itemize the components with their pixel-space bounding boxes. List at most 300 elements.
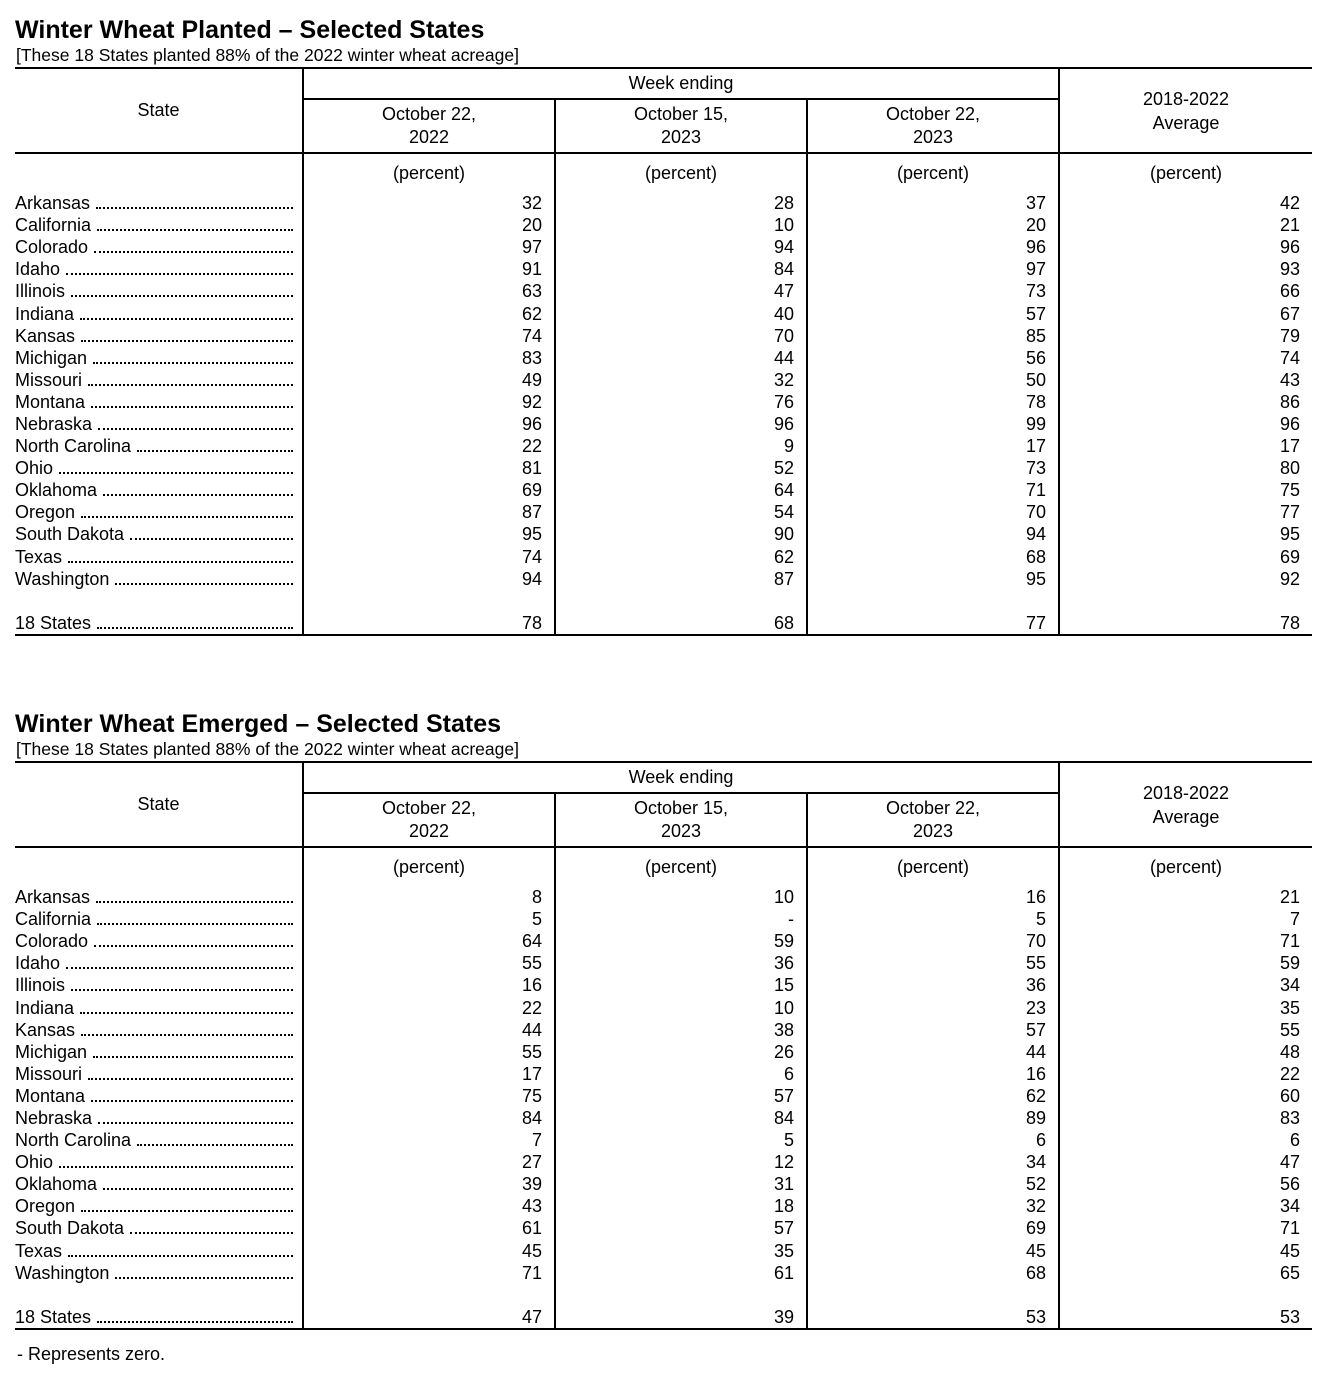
state-name: Arkansas: [15, 887, 91, 908]
value-cell: 95: [807, 568, 1059, 590]
value-cell: 36: [555, 952, 807, 974]
average-cell: 69: [1059, 546, 1312, 568]
dot-leader: [115, 1276, 293, 1279]
value-cell: 20: [303, 214, 555, 236]
value-cell: 45: [807, 1240, 1059, 1262]
table-row: [15, 325, 1312, 347]
dot-leader: [68, 1254, 293, 1257]
average-header-line1: 2018-2022: [1142, 782, 1230, 803]
state-cell: [15, 1063, 303, 1085]
table-row: [15, 258, 1312, 280]
value-cell: 15: [555, 974, 807, 996]
value-cell: 10: [555, 886, 807, 908]
value-cell: 62: [303, 302, 555, 324]
value-cell: 52: [807, 1173, 1059, 1195]
state-cell: [15, 1262, 303, 1284]
table-row: [15, 457, 1312, 479]
value-cell: 71: [303, 1262, 555, 1284]
dot-leader: [81, 1209, 293, 1212]
state-name: Illinois: [15, 975, 66, 996]
value-cell: 17: [303, 1063, 555, 1085]
value-cell: 20: [807, 214, 1059, 236]
dot-leader: [98, 1121, 293, 1124]
date-header-line1: October 15,: [633, 104, 729, 124]
value-cell: 96: [807, 236, 1059, 258]
dot-leader: [81, 515, 293, 518]
value-cell: 22: [303, 435, 555, 457]
date-column-header: [807, 99, 1059, 153]
state-name: South Dakota: [15, 524, 125, 545]
value-cell: 57: [555, 1085, 807, 1107]
state-cell: [15, 974, 303, 996]
value-cell: 32: [555, 369, 807, 391]
dot-leader: [81, 1033, 293, 1036]
unit-row: [15, 153, 1312, 192]
table-row: [15, 1195, 1312, 1217]
dot-leader: [88, 1077, 293, 1080]
value-cell: 59: [555, 930, 807, 952]
value-cell: 37: [807, 192, 1059, 214]
state-cell: [15, 546, 303, 568]
unit-label: (percent): [1059, 847, 1312, 886]
table-row: [15, 1085, 1312, 1107]
value-cell: 84: [555, 1107, 807, 1129]
value-cell: 40: [555, 302, 807, 324]
total-value-cell: 47: [303, 1306, 555, 1329]
table-row: [15, 930, 1312, 952]
dot-leader: [97, 228, 293, 231]
emerged-table: [15, 761, 1312, 1330]
state-cell: [15, 435, 303, 457]
date-header-line2: 2023: [660, 127, 702, 147]
average-cell: 17: [1059, 435, 1312, 457]
date-column-header: [303, 99, 555, 153]
state-name: Colorado: [15, 931, 89, 952]
value-cell: 69: [807, 1217, 1059, 1239]
date-header-line2: 2022: [408, 127, 450, 147]
average-cell: 56: [1059, 1173, 1312, 1195]
average-cell: 59: [1059, 952, 1312, 974]
total-row: [15, 612, 1312, 635]
value-cell: 31: [555, 1173, 807, 1195]
average-cell: 86: [1059, 391, 1312, 413]
table-row: [15, 908, 1312, 930]
total-value-cell: 77: [807, 612, 1059, 635]
value-cell: 87: [303, 501, 555, 523]
state-cell: [15, 347, 303, 369]
dot-leader: [59, 471, 293, 474]
state-cell: [15, 908, 303, 930]
state-cell: [15, 1107, 303, 1129]
table-row: [15, 479, 1312, 501]
value-cell: 62: [807, 1085, 1059, 1107]
dot-leader: [59, 1165, 293, 1168]
state-name: Indiana: [15, 303, 75, 324]
table-row: [15, 236, 1312, 258]
value-cell: 36: [807, 974, 1059, 996]
value-cell: 69: [303, 479, 555, 501]
table-row: [15, 996, 1312, 1018]
value-cell: 39: [303, 1173, 555, 1195]
table-row: [15, 523, 1312, 545]
value-cell: 16: [303, 974, 555, 996]
average-column-header: [1059, 68, 1312, 153]
value-cell: 90: [555, 523, 807, 545]
table-row: [15, 391, 1312, 413]
average-cell: 34: [1059, 1195, 1312, 1217]
average-cell: 71: [1059, 930, 1312, 952]
value-cell: 32: [807, 1195, 1059, 1217]
table-row: [15, 952, 1312, 974]
date-header-line1: October 22,: [885, 798, 981, 818]
average-cell: 66: [1059, 280, 1312, 302]
value-cell: 73: [807, 457, 1059, 479]
value-cell: 44: [555, 347, 807, 369]
planted-table: [15, 67, 1312, 636]
value-cell: 87: [555, 568, 807, 590]
total-label-cell: [15, 1306, 303, 1329]
table-row: [15, 974, 1312, 996]
value-cell: 10: [555, 214, 807, 236]
average-cell: 79: [1059, 325, 1312, 347]
average-cell: 74: [1059, 347, 1312, 369]
average-cell: 45: [1059, 1240, 1312, 1262]
dot-leader: [97, 626, 293, 629]
total-value-cell: 78: [303, 612, 555, 635]
value-cell: 38: [555, 1019, 807, 1041]
dot-leader: [115, 582, 293, 585]
state-cell: [15, 236, 303, 258]
average-header-line2: Average: [1152, 806, 1220, 827]
value-cell: 70: [807, 501, 1059, 523]
state-name: Montana: [15, 1085, 86, 1106]
total-value-cell: 39: [555, 1306, 807, 1329]
dot-leader: [96, 900, 293, 903]
value-cell: 55: [807, 952, 1059, 974]
average-cell: 80: [1059, 457, 1312, 479]
date-column-header: [555, 793, 807, 847]
value-cell: 78: [807, 391, 1059, 413]
table-row: [15, 1063, 1312, 1085]
table-row: [15, 568, 1312, 590]
dot-leader: [97, 1320, 293, 1323]
date-header-line2: 2023: [660, 821, 702, 841]
value-cell: 94: [555, 236, 807, 258]
average-cell: 47: [1059, 1151, 1312, 1173]
value-cell: 75: [303, 1085, 555, 1107]
dot-leader: [91, 1099, 293, 1102]
state-cell: [15, 192, 303, 214]
value-cell: 94: [807, 523, 1059, 545]
value-cell: 56: [807, 347, 1059, 369]
state-cell: [15, 1195, 303, 1217]
table-row: [15, 302, 1312, 324]
unit-label: (percent): [555, 153, 807, 192]
state-cell: [15, 214, 303, 236]
state-name: Michigan: [15, 1041, 88, 1062]
emerged-section: [15, 709, 1312, 1330]
state-cell: [15, 1041, 303, 1063]
average-cell: 77: [1059, 501, 1312, 523]
value-cell: 68: [807, 1262, 1059, 1284]
dot-leader: [94, 250, 293, 253]
average-cell: 7: [1059, 908, 1312, 930]
value-cell: 5: [555, 1129, 807, 1151]
dot-leader: [91, 405, 293, 408]
unit-label: (percent): [1059, 153, 1312, 192]
dot-leader: [71, 294, 293, 297]
table-row: [15, 1107, 1312, 1129]
value-cell: 96: [303, 413, 555, 435]
state-name: Oklahoma: [15, 480, 98, 501]
state-cell: [15, 1173, 303, 1195]
value-cell: 16: [807, 1063, 1059, 1085]
state-name: Idaho: [15, 953, 61, 974]
state-cell: [15, 302, 303, 324]
table-row: [15, 1129, 1312, 1151]
state-cell: [15, 1129, 303, 1151]
footnote: - Represents zero.: [17, 1344, 166, 1364]
value-cell: 85: [807, 325, 1059, 347]
average-cell: 96: [1059, 236, 1312, 258]
dot-leader: [66, 272, 293, 275]
value-cell: 27: [303, 1151, 555, 1173]
state-cell: [15, 413, 303, 435]
date-header-line2: 2023: [912, 127, 954, 147]
state-name: Colorado: [15, 237, 89, 258]
state-cell: [15, 501, 303, 523]
average-cell: 67: [1059, 302, 1312, 324]
unit-label: (percent): [555, 847, 807, 886]
table-row: [15, 280, 1312, 302]
dot-leader: [80, 1011, 293, 1014]
date-column-header: [807, 793, 1059, 847]
value-cell: 95: [303, 523, 555, 545]
unit-label: (percent): [807, 847, 1059, 886]
total-label: 18 States: [15, 612, 92, 633]
dot-leader: [98, 427, 293, 430]
average-cell: 71: [1059, 1217, 1312, 1239]
value-cell: 91: [303, 258, 555, 280]
average-cell: 92: [1059, 568, 1312, 590]
value-cell: 92: [303, 391, 555, 413]
value-cell: 22: [303, 996, 555, 1018]
value-cell: 81: [303, 457, 555, 479]
state-cell: [15, 1240, 303, 1262]
table-row: [15, 347, 1312, 369]
state-name: Texas: [15, 1240, 63, 1261]
week-ending-header: Week ending: [303, 68, 1059, 99]
value-cell: 70: [807, 930, 1059, 952]
value-cell: 62: [555, 546, 807, 568]
planted-subtitle: [These 18 States planted 88% of the 2022 winter wheat acreage]: [16, 45, 519, 65]
value-cell: -: [555, 908, 807, 930]
state-column-header: State: [15, 762, 303, 847]
value-cell: 44: [807, 1041, 1059, 1063]
state-cell: [15, 886, 303, 908]
state-name: Ohio: [15, 1152, 54, 1173]
value-cell: 74: [303, 546, 555, 568]
dot-leader: [103, 493, 293, 496]
average-cell: 93: [1059, 258, 1312, 280]
average-cell: 42: [1059, 192, 1312, 214]
value-cell: 47: [555, 280, 807, 302]
date-header-line1: October 22,: [885, 104, 981, 124]
table-row: [15, 1151, 1312, 1173]
average-cell: 75: [1059, 479, 1312, 501]
value-cell: 97: [807, 258, 1059, 280]
state-cell: [15, 568, 303, 590]
state-cell: [15, 952, 303, 974]
average-cell: 95: [1059, 523, 1312, 545]
dot-leader: [68, 560, 293, 563]
value-cell: 45: [303, 1240, 555, 1262]
table-row: [15, 413, 1312, 435]
dot-leader: [81, 339, 293, 342]
value-cell: 61: [303, 1217, 555, 1239]
state-name: North Carolina: [15, 1130, 132, 1151]
value-cell: 9: [555, 435, 807, 457]
state-name: Arkansas: [15, 193, 91, 214]
state-name: Indiana: [15, 997, 75, 1018]
average-cell: 55: [1059, 1019, 1312, 1041]
average-cell: 43: [1059, 369, 1312, 391]
state-name: Kansas: [15, 325, 76, 346]
total-label-cell: [15, 612, 303, 635]
value-cell: 55: [303, 952, 555, 974]
value-cell: 57: [555, 1217, 807, 1239]
dot-leader: [137, 1143, 293, 1146]
state-name: Washington: [15, 1262, 110, 1283]
state-name: Missouri: [15, 369, 83, 390]
average-cell: 83: [1059, 1107, 1312, 1129]
average-cell: 6: [1059, 1129, 1312, 1151]
average-cell: 34: [1059, 974, 1312, 996]
state-name: Illinois: [15, 281, 66, 302]
value-cell: 57: [807, 1019, 1059, 1041]
value-cell: 8: [303, 886, 555, 908]
state-cell: [15, 391, 303, 413]
value-cell: 74: [303, 325, 555, 347]
value-cell: 94: [303, 568, 555, 590]
dot-leader: [88, 383, 293, 386]
date-header-line1: October 22,: [381, 798, 477, 818]
value-cell: 70: [555, 325, 807, 347]
dot-leader: [97, 922, 293, 925]
spacer-row: [15, 590, 1312, 612]
state-name: South Dakota: [15, 1218, 125, 1239]
value-cell: 28: [555, 192, 807, 214]
average-column-header: [1059, 762, 1312, 847]
dot-leader: [96, 206, 293, 209]
total-average-cell: 53: [1059, 1306, 1312, 1329]
emerged-subtitle: [These 18 States planted 88% of the 2022 winter wheat acreage]: [16, 739, 519, 759]
unit-label: (percent): [303, 153, 555, 192]
value-cell: 61: [555, 1262, 807, 1284]
total-label: 18 States: [15, 1306, 92, 1327]
value-cell: 64: [303, 930, 555, 952]
state-name: California: [15, 909, 92, 930]
planted-section: [15, 15, 1312, 636]
dot-leader: [137, 449, 293, 452]
state-column-header: State: [15, 68, 303, 153]
state-name: Washington: [15, 568, 110, 589]
state-cell: [15, 280, 303, 302]
value-cell: 68: [807, 546, 1059, 568]
state-name: Kansas: [15, 1019, 76, 1040]
value-cell: 64: [555, 479, 807, 501]
date-header-line1: October 22,: [381, 104, 477, 124]
state-name: Nebraska: [15, 413, 93, 434]
value-cell: 96: [555, 413, 807, 435]
date-header-line2: 2022: [408, 821, 450, 841]
state-cell: [15, 457, 303, 479]
header-row: [15, 68, 1312, 99]
value-cell: 17: [807, 435, 1059, 457]
table-row: [15, 546, 1312, 568]
value-cell: 84: [303, 1107, 555, 1129]
value-cell: 50: [807, 369, 1059, 391]
state-name: Ohio: [15, 458, 54, 479]
dot-leader: [80, 317, 293, 320]
value-cell: 44: [303, 1019, 555, 1041]
value-cell: 6: [555, 1063, 807, 1085]
emerged-title: Winter Wheat Emerged – Selected States: [15, 710, 502, 738]
table-row: [15, 1240, 1312, 1262]
table-row: [15, 435, 1312, 457]
value-cell: 54: [555, 501, 807, 523]
value-cell: 97: [303, 236, 555, 258]
date-header-line1: October 15,: [633, 798, 729, 818]
state-name: Montana: [15, 391, 86, 412]
unit-row: [15, 847, 1312, 886]
date-column-header: [555, 99, 807, 153]
average-cell: 60: [1059, 1085, 1312, 1107]
spacer-row: [15, 1284, 1312, 1306]
state-cell: [15, 1019, 303, 1041]
value-cell: 12: [555, 1151, 807, 1173]
value-cell: 34: [807, 1151, 1059, 1173]
date-header-line2: 2023: [912, 821, 954, 841]
state-name: Nebraska: [15, 1107, 93, 1128]
dot-leader: [103, 1187, 293, 1190]
value-cell: 18: [555, 1195, 807, 1217]
dot-leader: [66, 966, 293, 969]
value-cell: 23: [807, 996, 1059, 1018]
table-row: [15, 1217, 1312, 1239]
average-header-line1: 2018-2022: [1142, 88, 1230, 109]
state-cell: [15, 258, 303, 280]
unit-label: (percent): [303, 847, 555, 886]
value-cell: 7: [303, 1129, 555, 1151]
state-name: Idaho: [15, 259, 61, 280]
table-row: [15, 369, 1312, 391]
average-header-line2: Average: [1152, 112, 1220, 133]
state-name: Michigan: [15, 347, 88, 368]
state-name: California: [15, 215, 92, 236]
planted-title: Winter Wheat Planted – Selected States: [15, 16, 485, 44]
average-cell: 35: [1059, 996, 1312, 1018]
value-cell: 89: [807, 1107, 1059, 1129]
state-cell: [15, 1217, 303, 1239]
state-name: Oregon: [15, 1196, 76, 1217]
value-cell: 71: [807, 479, 1059, 501]
state-cell: [15, 930, 303, 952]
average-cell: 96: [1059, 413, 1312, 435]
total-row: [15, 1306, 1312, 1329]
dot-leader: [94, 944, 293, 947]
state-cell: [15, 1151, 303, 1173]
